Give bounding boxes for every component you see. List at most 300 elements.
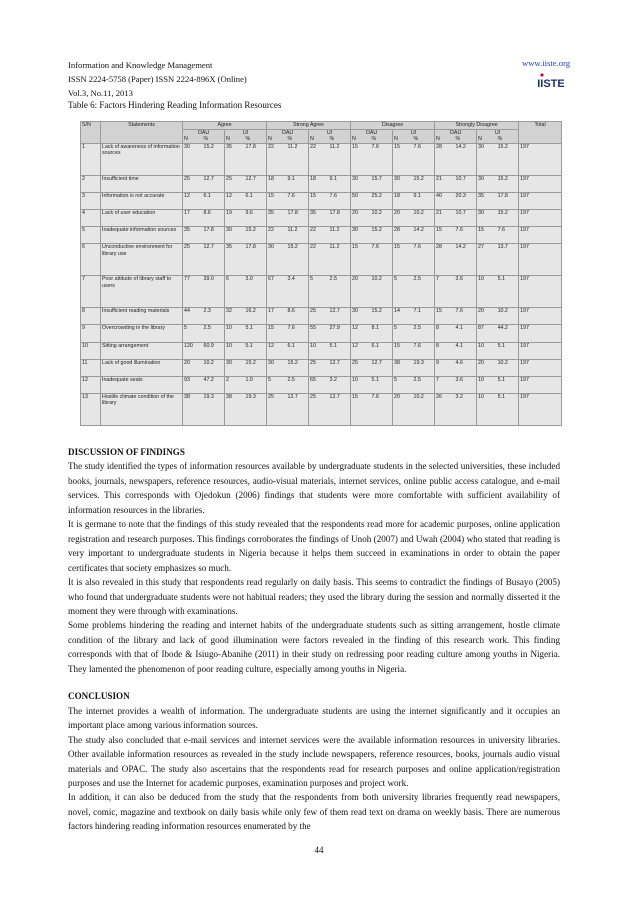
cell-sn: 1: [81, 144, 101, 176]
cell-pct: 20.3: [455, 193, 466, 200]
cell-n: 6: [226, 276, 229, 283]
cell-pct: 6.1: [245, 193, 253, 200]
cell-statement: Inadequate information sources: [101, 227, 183, 244]
cell-n: 25: [184, 244, 190, 251]
cell-value: [393, 308, 435, 325]
cell-pct: 2.5: [413, 325, 421, 332]
discussion-paragraph: Some problems hindering the reading and internet habits of the undergraduate students such as sitting arrangement, hostle climate condition of the library and lack of good illumination were factors revealed in the finding of this research work. This finding corresponds with that of Ibode & Isiugo-Abanihe (2011) in their study on redressing poor reading culture among youths in Nigeria. They lamented the phenomenon of poor reading culture, especially among youths in Nigeria.: [68, 620, 560, 674]
cell-pct: 7.6: [371, 144, 379, 150]
cell-pct: 7.6: [413, 144, 421, 150]
cell-pct: 8.6: [287, 308, 295, 315]
cell-n: 5: [394, 376, 397, 383]
cell-n: 120: [184, 342, 193, 349]
cell-n: 35: [184, 227, 190, 234]
subheader-uni: UI: [242, 130, 249, 136]
cell-n: 5: [310, 276, 313, 283]
cell-n: 18: [268, 175, 274, 182]
cell-pct: 17.8: [329, 210, 340, 217]
cell-n: 30: [268, 244, 274, 251]
cell-n: 77: [184, 276, 190, 283]
cell-n: 38: [394, 359, 400, 366]
table-row: [81, 244, 562, 276]
cell-n: 21: [436, 210, 442, 217]
cell-value: [435, 376, 477, 393]
page-number: 44: [314, 845, 324, 855]
cell-pct: 12.7: [329, 308, 340, 315]
cell-value: [225, 276, 267, 308]
cell-value: [225, 210, 267, 227]
cell-pct: 17.8: [203, 227, 214, 234]
cell-n: 8: [436, 325, 439, 332]
table-row: [81, 325, 562, 342]
cell-pct: 11.2: [329, 244, 340, 251]
cell-value: [351, 359, 393, 376]
cell-pct: 2.5: [287, 376, 295, 383]
cell-pct: 15.2: [287, 359, 298, 366]
conclusion-heading: CONCLUSION: [68, 691, 130, 702]
cell-n: 15: [352, 244, 358, 251]
cell-value: [393, 342, 435, 359]
cell-statement: Lack of awareness of information sources: [101, 144, 183, 176]
cell-n: 22: [268, 227, 274, 234]
cell-n: 30: [352, 175, 358, 182]
cell-total: 197: [519, 376, 562, 393]
cell-pct: 15.2: [371, 227, 382, 234]
cell-pct: 11.2: [329, 227, 340, 234]
subheader-cell: [183, 130, 225, 144]
cell-pct: 15.2: [287, 244, 298, 251]
cell-value: [225, 376, 267, 393]
cell-pct: 12.7: [329, 393, 340, 400]
cell-pct: 17.8: [287, 210, 298, 217]
cell-value: [309, 227, 351, 244]
cell-value: [435, 325, 477, 342]
cell-value: [267, 244, 309, 276]
cell-value: [351, 276, 393, 308]
cell-total: 197: [519, 144, 562, 176]
cell-n: 65: [310, 376, 316, 383]
cell-value: [267, 227, 309, 244]
cell-pct: 3.6: [455, 276, 463, 283]
cell-value: [435, 175, 477, 192]
cell-n: 15: [436, 308, 442, 315]
cell-pct: 10.2: [371, 276, 382, 283]
journal-title: Information and Knowledge Management: [68, 60, 213, 70]
table-row: [81, 227, 562, 244]
cell-value: [477, 210, 519, 227]
cell-n: 25: [226, 175, 232, 182]
cell-pct: 7.6: [371, 244, 379, 251]
subheader-n: N: [226, 136, 230, 143]
cell-pct: 15.2: [413, 175, 424, 182]
cell-value: [267, 393, 309, 425]
cell-n: 30: [478, 210, 484, 217]
cell-pct: 14.2: [413, 227, 424, 234]
cell-pct: 7.6: [455, 308, 463, 315]
cell-n: 5: [394, 276, 397, 283]
cell-pct: 17.8: [497, 193, 508, 200]
cell-n: 30: [226, 227, 232, 234]
cell-value: [393, 276, 435, 308]
cell-n: 10: [352, 376, 358, 383]
cell-pct: 11.2: [329, 144, 340, 150]
subheader-uni: UI: [494, 130, 501, 136]
cell-pct: 11.2: [287, 144, 298, 150]
cell-pct: 6.1: [287, 342, 295, 349]
cell-value: [309, 359, 351, 376]
cell-value: [309, 175, 351, 192]
cell-value: [183, 376, 225, 393]
cell-sn: 3: [81, 193, 101, 210]
cell-pct: 12.7: [287, 393, 298, 400]
cell-value: [351, 342, 393, 359]
subheader-uni: OAU: [365, 130, 378, 136]
cell-n: 35: [226, 244, 232, 251]
cell-n: 15: [310, 193, 316, 200]
cell-value: [393, 244, 435, 276]
cell-pct: 15.2: [497, 144, 508, 150]
cell-total: 197: [519, 393, 562, 425]
journal-issn: ISSN 2224-5758 (Paper) ISSN 2224-896X (Online): [68, 74, 247, 84]
cell-pct: 7.6: [455, 227, 463, 234]
cell-n: 93: [184, 376, 190, 383]
cell-n: 15: [394, 342, 400, 349]
cell-pct: 19.3: [203, 393, 214, 400]
table-row: [81, 276, 562, 308]
cell-pct: 4.6: [455, 359, 463, 366]
cell-pct: 12.7: [245, 175, 256, 182]
body-text: [68, 445, 560, 834]
cell-value: [393, 325, 435, 342]
table-row: [81, 376, 562, 393]
cell-n: 30: [226, 359, 232, 366]
cell-pct: 10.7: [455, 210, 466, 217]
cell-value: [183, 227, 225, 244]
cell-value: [309, 276, 351, 308]
cell-pct: 12.7: [203, 244, 214, 251]
cell-pct: 2.5: [413, 276, 421, 283]
cell-pct: 5.1: [329, 342, 337, 349]
table-row: [81, 342, 562, 359]
cell-pct: 15.2: [245, 359, 256, 366]
subheader-n: N: [436, 136, 440, 143]
cell-pct: 44.2: [497, 325, 508, 332]
cell-pct: 6.1: [371, 342, 379, 349]
cell-value: [309, 308, 351, 325]
cell-value: [351, 175, 393, 192]
cell-value: [351, 308, 393, 325]
cell-total: 197: [519, 308, 562, 325]
cell-n: 22: [310, 244, 316, 251]
cell-n: 10: [478, 393, 484, 400]
cell-sn: 4: [81, 210, 101, 227]
discussion-paragraph: It is germane to note that the findings of this study revealed that the respondents read more for academic purposes, online application registration and research purposes. This findings corroborates the findings of Unoh (2007) and Uwah (2004) who stated that reading is very important to undergraduate students in Nigeria because it helps them succeed in examinations in order to obtain the paper certificates that society emphasizes so much.: [68, 519, 560, 573]
cell-value: [267, 210, 309, 227]
discussion-heading: DISCUSSION OF FINDINGS: [68, 447, 185, 457]
cell-pct: 7.6: [371, 393, 379, 400]
cell-value: [477, 276, 519, 308]
header-strongly-disagree: Strongly Disagree: [435, 122, 519, 130]
cell-value: [477, 227, 519, 244]
cell-n: 30: [352, 308, 358, 315]
table-header-row: [81, 122, 562, 130]
cell-n: 15: [268, 325, 274, 332]
table-row: [81, 210, 562, 227]
subheader-uni: UI: [410, 130, 417, 136]
cell-value: [435, 342, 477, 359]
cell-value: [225, 325, 267, 342]
cell-value: [267, 144, 309, 176]
cell-pct: 39.0: [203, 276, 214, 283]
cell-statement: Insufficient time: [101, 175, 183, 192]
cell-n: 35: [310, 210, 316, 217]
cell-value: [435, 193, 477, 210]
header-statements: Statements: [101, 122, 183, 144]
cell-statement: Lack of user education: [101, 210, 183, 227]
cell-pct: 10.2: [371, 210, 382, 217]
subheader-n: N: [352, 136, 356, 143]
cell-pct: 9.1: [413, 193, 421, 200]
subheader-n: N: [268, 136, 272, 143]
cell-n: 40: [436, 193, 442, 200]
cell-n: 15: [478, 227, 484, 234]
cell-n: 15: [394, 244, 400, 251]
cell-value: [309, 193, 351, 210]
cell-value: [477, 193, 519, 210]
cell-sn: 11: [81, 359, 101, 376]
cell-pct: 7.6: [497, 227, 505, 234]
cell-total: 197: [519, 359, 562, 376]
cell-n: 17: [184, 210, 190, 217]
cell-n: 32: [226, 308, 232, 315]
cell-n: 30: [268, 359, 274, 366]
table-row: [81, 175, 562, 192]
cell-value: [477, 393, 519, 425]
cell-value: [435, 210, 477, 227]
cell-sn: 8: [81, 308, 101, 325]
cell-pct: 3.2: [455, 393, 463, 400]
cell-value: [225, 393, 267, 425]
subheader-cell: [351, 130, 393, 144]
cell-n: 20: [394, 210, 400, 217]
cell-n: 10: [478, 376, 484, 383]
cell-n: 20: [352, 210, 358, 217]
cell-pct: 15.2: [203, 144, 214, 150]
cell-n: 15: [268, 193, 274, 200]
cell-n: 30: [478, 175, 484, 182]
cell-n: 18: [310, 175, 316, 182]
cell-value: [393, 193, 435, 210]
cell-n: 5: [184, 325, 187, 332]
cell-n: 30: [394, 175, 400, 182]
cell-value: [351, 227, 393, 244]
cell-total: 197: [519, 276, 562, 308]
cell-value: [183, 210, 225, 227]
cell-value: [393, 393, 435, 425]
cell-n: 15: [394, 144, 400, 150]
cell-value: [351, 244, 393, 276]
cell-pct: 11.2: [287, 227, 298, 234]
cell-value: [183, 308, 225, 325]
cell-pct: 3.2: [329, 376, 337, 383]
cell-pct: 5.1: [497, 276, 505, 283]
cell-value: [225, 144, 267, 176]
cell-n: 20: [184, 359, 190, 366]
cell-pct: 7.6: [329, 193, 337, 200]
cell-pct: 10.7: [455, 175, 466, 182]
cell-total: 197: [519, 244, 562, 276]
cell-value: [351, 325, 393, 342]
cell-n: 12: [268, 342, 274, 349]
cell-statement: Insufficient reading materials: [101, 308, 183, 325]
table-row: [81, 193, 562, 210]
cell-pct: 9.6: [245, 210, 253, 217]
cell-n: 20: [478, 359, 484, 366]
cell-n: 30: [478, 144, 484, 150]
cell-value: [435, 393, 477, 425]
cell-pct: 10.2: [497, 359, 508, 366]
cell-pct: 6.1: [203, 193, 211, 200]
journal-url-link[interactable]: www.iiste.org: [522, 58, 570, 68]
subheader-pct: %: [245, 136, 251, 143]
cell-n: 28: [436, 144, 442, 150]
cell-pct: 12.7: [203, 175, 214, 182]
cell-statement: Hostile climate condition of the library: [101, 393, 183, 425]
cell-value: [225, 359, 267, 376]
cell-value: [393, 175, 435, 192]
cell-n: 10: [226, 342, 232, 349]
cell-value: [225, 308, 267, 325]
cell-value: [351, 393, 393, 425]
cell-pct: 27.9: [329, 325, 340, 332]
cell-value: [267, 325, 309, 342]
cell-value: [477, 244, 519, 276]
cell-value: [183, 144, 225, 176]
subheader-n: N: [394, 136, 398, 143]
cell-pct: 8.6: [203, 210, 211, 217]
table-row: [81, 393, 562, 425]
cell-value: [183, 175, 225, 192]
cell-n: 35: [478, 193, 484, 200]
cell-n: 15: [352, 393, 358, 400]
cell-pct: 16.2: [245, 308, 256, 315]
cell-value: [225, 342, 267, 359]
subheader-cell: [435, 130, 477, 144]
cell-value: [267, 308, 309, 325]
subheader-uni: OAU: [449, 130, 462, 136]
cell-n: 25: [310, 359, 316, 366]
cell-value: [477, 175, 519, 192]
cell-sn: 9: [81, 325, 101, 342]
cell-sn: 12: [81, 376, 101, 393]
factors-table: [80, 121, 562, 426]
cell-n: 35: [226, 144, 232, 150]
cell-value: [477, 376, 519, 393]
cell-pct: 10.2: [413, 393, 424, 400]
cell-statement: Inadequate seats: [101, 376, 183, 393]
cell-pct: 3.4: [287, 276, 295, 283]
cell-pct: 5.1: [245, 325, 253, 332]
subheader-uni: UI: [326, 130, 333, 136]
cell-n: 38: [226, 393, 232, 400]
cell-value: [309, 325, 351, 342]
cell-n: 27: [478, 244, 484, 251]
header-agree: Agree: [183, 122, 267, 130]
cell-pct: 19.3: [413, 359, 424, 366]
cell-n: 10: [478, 342, 484, 349]
cell-n: 14: [394, 308, 400, 315]
table-row: [81, 308, 562, 325]
cell-value: [393, 227, 435, 244]
cell-n: 30: [184, 144, 190, 150]
cell-n: 25: [268, 393, 274, 400]
cell-pct: 4.1: [455, 325, 463, 332]
cell-n: 19: [226, 210, 232, 217]
cell-pct: 15.2: [245, 227, 256, 234]
cell-pct: 7.1: [413, 308, 421, 315]
cell-n: 10: [226, 325, 232, 332]
cell-value: [435, 276, 477, 308]
cell-n: 7: [436, 276, 439, 283]
cell-n: 44: [184, 308, 190, 315]
cell-value: [183, 393, 225, 425]
cell-pct: 2.5: [329, 276, 337, 283]
cell-pct: 17.8: [245, 144, 256, 150]
cell-n: 25: [184, 175, 190, 182]
journal-volume: Vol.3, No.11, 2013: [68, 88, 133, 98]
subheader-pct: %: [413, 136, 419, 143]
cell-pct: 17.8: [245, 244, 256, 251]
cell-value: [393, 144, 435, 176]
cell-n: 12: [352, 342, 358, 349]
cell-value: [477, 342, 519, 359]
cell-pct: 3.6: [455, 376, 463, 383]
cell-pct: 13.7: [497, 244, 508, 251]
cell-value: [351, 144, 393, 176]
cell-total: 197: [519, 227, 562, 244]
subheader-uni: OAU: [281, 130, 294, 136]
cell-value: [477, 359, 519, 376]
header-disagree: Disagree: [351, 122, 435, 130]
subheader-uni: OAU: [197, 130, 210, 136]
cell-n: 8: [436, 342, 439, 349]
table-row: [81, 359, 562, 376]
cell-value: [435, 144, 477, 176]
cell-value: [435, 359, 477, 376]
cell-n: 10: [478, 276, 484, 283]
cell-pct: 3.0: [245, 276, 253, 283]
cell-n: 10: [310, 342, 316, 349]
discussion-paragraph: It is also revealed in this study that respondents read regularly on daily basis. This seems to contradict the findings of Busayo (2005) who found that undergraduate students were not habitual readers; they used the library during the session and normally disserted it the moment they were through with examinations.: [68, 577, 560, 616]
cell-value: [435, 244, 477, 276]
cell-value: [183, 359, 225, 376]
cell-pct: 9.1: [287, 175, 295, 182]
cell-total: 197: [519, 210, 562, 227]
cell-pct: 2.5: [413, 376, 421, 383]
cell-value: [351, 376, 393, 393]
cell-total: 197: [519, 193, 562, 210]
cell-statement: Poor attitude of library staff to users: [101, 276, 183, 308]
cell-value: [225, 175, 267, 192]
cell-pct: 2.3: [203, 308, 211, 315]
cell-value: [183, 244, 225, 276]
cell-n: 20: [478, 308, 484, 315]
cell-value: [393, 359, 435, 376]
cell-pct: 10.2: [413, 210, 424, 217]
cell-n: 22: [310, 227, 316, 234]
cell-n: 21: [436, 175, 442, 182]
cell-n: 28: [394, 227, 400, 234]
